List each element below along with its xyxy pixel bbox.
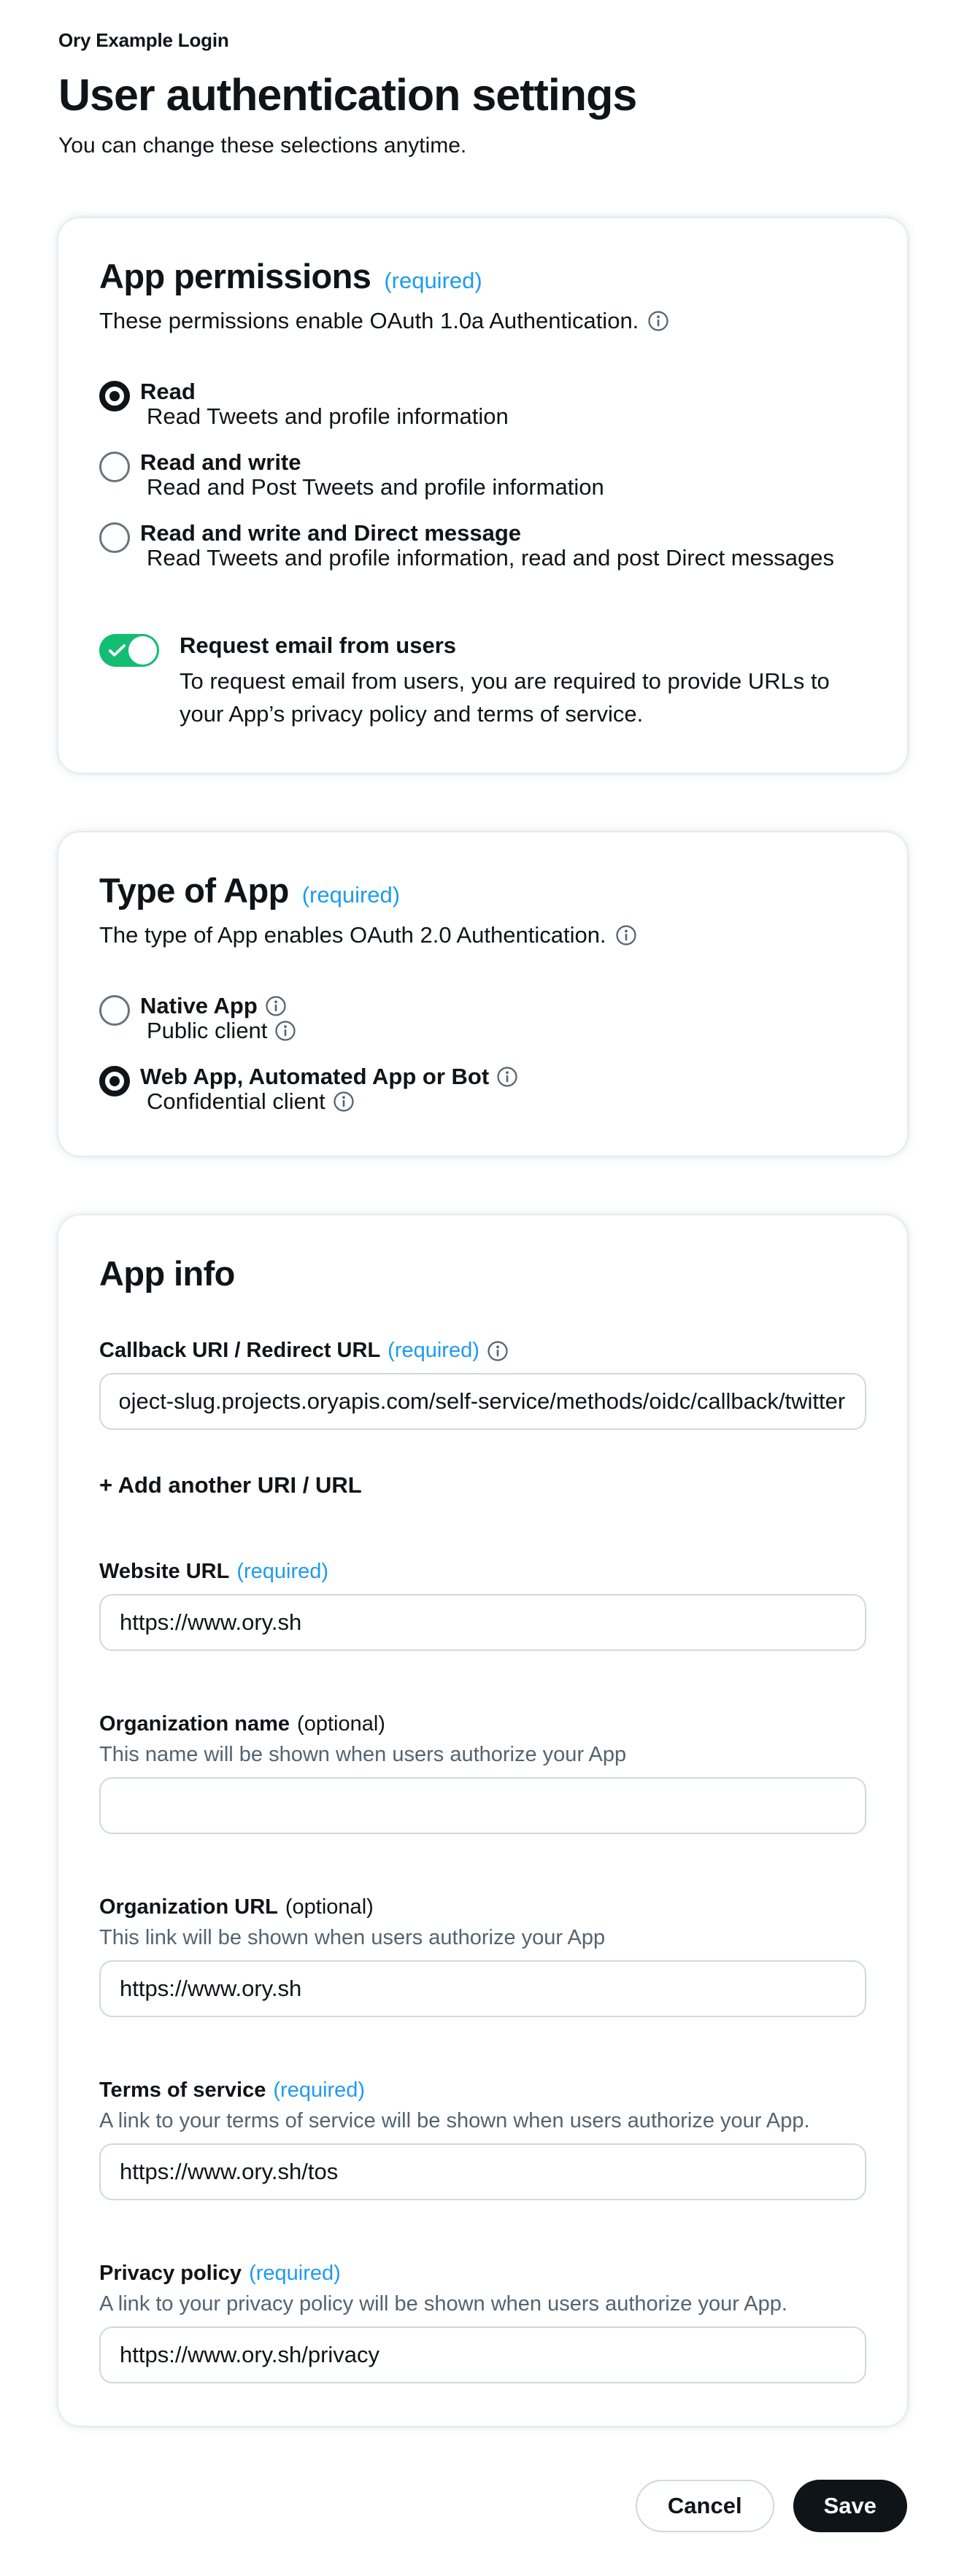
required-badge: (required) <box>273 2078 366 2102</box>
radio-option-read-write-dm[interactable] <box>99 521 866 570</box>
radio-label: Web App, Automated App or Bot <box>140 1064 490 1089</box>
optional-badge: (optional) <box>297 1712 385 1736</box>
info-icon[interactable] <box>487 1340 509 1362</box>
website-url-field <box>99 1560 866 1651</box>
cancel-button[interactable]: Cancel <box>636 2480 774 2532</box>
radio-description: Confidential client <box>147 1088 325 1114</box>
field-helper: This link will be shown when users authorize your App <box>99 1926 606 1949</box>
app-info-heading <box>99 1253 866 1293</box>
field-helper: This name will be shown when users authorize your App <box>99 1743 627 1766</box>
toggle-label: Request email from users <box>180 633 457 658</box>
info-icon[interactable] <box>615 924 637 946</box>
page-subtitle: You can change these selections anytime. <box>58 134 467 158</box>
page-title: User authentication settings <box>58 70 637 120</box>
organization-url-input[interactable] <box>99 1960 866 2017</box>
type-of-app-card <box>58 832 907 1156</box>
field-label: Privacy policy <box>99 2262 242 2285</box>
radio-option-web-app[interactable] <box>99 1064 866 1113</box>
website-url-input[interactable] <box>99 1594 866 1651</box>
radio-label: Native App <box>140 993 258 1018</box>
section-title: App info <box>99 1254 235 1293</box>
type-of-app-options <box>99 994 866 1113</box>
page-content <box>58 0 907 2576</box>
required-badge: (required) <box>301 882 401 908</box>
required-badge: (required) <box>384 268 482 293</box>
type-of-app-heading <box>99 870 866 910</box>
app-info-card <box>58 1215 907 2426</box>
radio-button[interactable] <box>99 995 130 1026</box>
field-label: Organization URL <box>99 1895 278 1919</box>
app-permissions-options <box>99 379 866 570</box>
field-helper: A link to your privacy policy will be shown when users authorize your App. <box>99 2292 787 2316</box>
section-title: Type of App <box>99 871 289 910</box>
callback-url-input[interactable] <box>99 1373 866 1430</box>
radio-button[interactable] <box>99 381 130 411</box>
add-uri-button[interactable]: + Add another URI / URL <box>99 1472 362 1498</box>
info-icon[interactable] <box>274 1020 296 1042</box>
check-icon <box>107 641 127 664</box>
toggle-description: To request email from users, you are required to provide URLs to your App’s privacy policy and terms of service. <box>180 668 830 727</box>
organization-url-field <box>99 1895 866 2017</box>
field-label: Organization name <box>99 1712 290 1736</box>
required-badge: (required) <box>388 1339 479 1362</box>
info-icon[interactable] <box>333 1091 355 1113</box>
radio-option-read-write[interactable] <box>99 450 866 499</box>
radio-option-read[interactable] <box>99 379 866 428</box>
section-title: App permissions <box>99 257 371 295</box>
toggle-knob <box>128 636 157 665</box>
radio-button[interactable] <box>99 1066 130 1096</box>
field-helper: A link to your terms of service will be shown when users authorize your App. <box>99 2109 810 2132</box>
organization-name-field <box>99 1712 866 1834</box>
app-title: Ory Example Login <box>58 29 229 51</box>
callback-url-field <box>99 1339 866 1430</box>
radio-button[interactable] <box>99 452 130 482</box>
radio-label: Read <box>140 379 196 404</box>
field-label: Callback URI / Redirect URL <box>99 1339 381 1362</box>
app-permissions-description: These permissions enable OAuth 1.0a Authentication. <box>99 308 866 334</box>
radio-option-native-app[interactable] <box>99 994 866 1043</box>
radio-description: Read Tweets and profile information <box>147 403 509 429</box>
privacy-policy-field <box>99 2262 866 2383</box>
radio-label: Read and write and Direct message <box>140 520 522 546</box>
radio-label: Read and write <box>140 449 301 475</box>
organization-name-input[interactable] <box>99 1777 866 1834</box>
request-email-row <box>99 633 866 730</box>
radio-button[interactable] <box>99 522 130 553</box>
form-actions <box>58 2480 907 2576</box>
app-permissions-card <box>58 218 907 773</box>
app-permissions-heading <box>99 256 866 296</box>
required-badge: (required) <box>236 1560 329 1583</box>
info-icon[interactable] <box>265 995 287 1017</box>
save-button[interactable]: Save <box>793 2480 907 2532</box>
field-label: Terms of service <box>99 2078 266 2102</box>
required-badge: (required) <box>249 2262 341 2285</box>
field-label: Website URL <box>99 1560 230 1583</box>
privacy-policy-input[interactable] <box>99 2326 866 2383</box>
info-icon[interactable] <box>647 310 669 332</box>
type-of-app-description: The type of App enables OAuth 2.0 Authentication. <box>99 922 866 948</box>
radio-description: Read Tweets and profile information, read and post Direct messages <box>147 545 834 570</box>
info-icon[interactable] <box>496 1066 518 1088</box>
radio-description: Read and Post Tweets and profile information <box>147 474 604 500</box>
radio-description: Public client <box>147 1018 268 1043</box>
terms-of-service-input[interactable] <box>99 2143 866 2200</box>
optional-badge: (optional) <box>285 1895 374 1919</box>
terms-of-service-field <box>99 2078 866 2200</box>
request-email-toggle[interactable] <box>99 634 159 667</box>
